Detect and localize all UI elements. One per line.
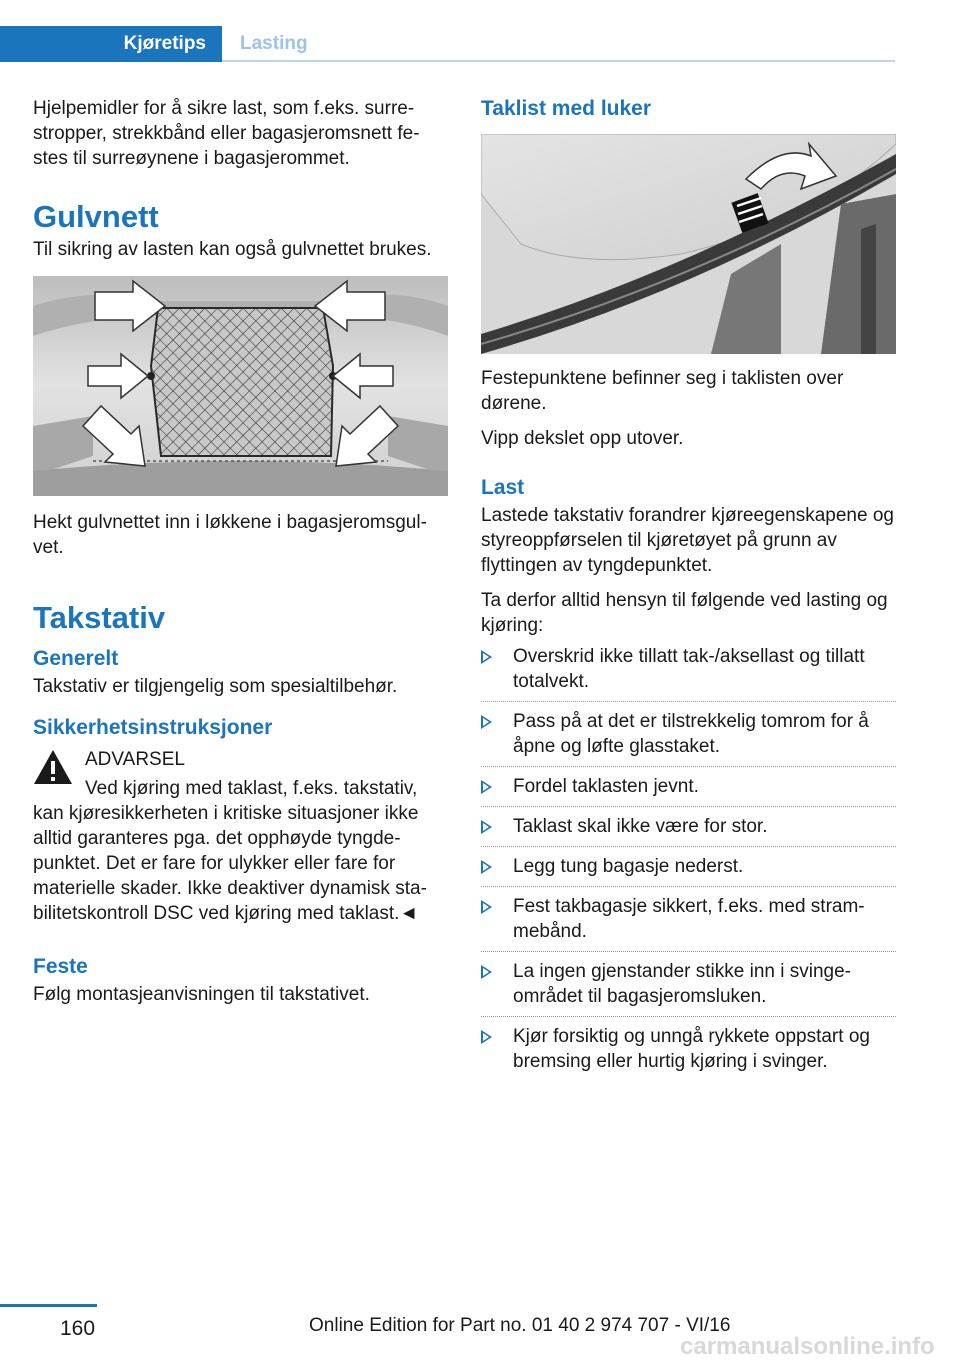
warning-text: Ved kjøring med taklast, f.eks. takstativ, kan kjøresikkerheten i kritiske situasjoner ikke alltid garanteres pga. det opphøyde tyngdepunktet. Det er fare for ulykker eller fare for materielle skader. Ikke deaktiver dynamisk stabilitetskontroll DSC ved kjøring med taklast.◄ [33,778,427,924]
last-text-1: Lastede takstativ forandrer kjøreegenskapene og styreoppførselen til kjøretøyet på grunn av flyttingen av tyngdepunktet. [481,505,894,576]
page-number: 160 [60,1317,96,1340]
list-item: Fest takbagasje sikkert, f.eks. med strammebånd. [481,894,896,952]
footer-rule [0,1304,97,1307]
list-item: Taklast skal ikke være for stor. [481,814,896,847]
gulvnett-text: Til sikring av lasten kan også gulvnettet brukes. [33,239,432,260]
bullet-arrow-icon [481,1030,492,1044]
list-item: La ingen gjenstander stikke inn i svingeområdet til bagasjeromsluken. [481,959,896,1017]
loading-rules-list [481,644,896,1081]
fig2-text-1: Festepunktene befinner seg i taklisten over dørene. [481,368,844,414]
tab-lasting[interactable]: Lasting [240,33,308,54]
bullet-arrow-icon [481,965,492,979]
right-column [481,96,896,1088]
bullet-arrow-icon [481,900,492,914]
generelt-text: Takstativ er tilgjengelig som spesialtilbehør. [33,676,398,697]
list-item: Legg tung bagasje nederst. [481,854,896,887]
list-item: Overskrid ikke tillatt tak-/aksellast og tillatt totalvekt. [481,644,896,702]
generelt-heading: Generelt [33,647,119,670]
fig2-text-2: Vipp dekslet opp utover. [481,428,684,449]
header-rule [222,60,895,62]
list-item: Fordel taklasten jevnt. [481,774,896,807]
bullet-arrow-icon [481,650,492,664]
edition-text: Online Edition for Part no. 01 40 2 974 707 - VI/16 [309,1315,731,1336]
floor-net-image [33,276,448,496]
bullet-arrow-icon [481,715,492,729]
watermark: carmanualsonline.info [680,1333,935,1360]
header-tabbar [0,26,895,62]
bullet-arrow-icon [481,780,492,794]
feste-text: Følg montasjeanvisningen til takstativet. [33,984,370,1005]
sikkerhet-heading: Sikkerhetsinstruksjoner [33,716,273,739]
list-item: Pass på at det er tilstrekkelig tomrom for å åpne og løfte glasstaket. [481,709,896,767]
warning-block [33,747,448,926]
tab-kjoretips[interactable]: Kjøretips [0,26,222,62]
floor-net-caption: Hekt gulvnettet inn i løkkene i bagasjeromsgulvet. [33,512,427,558]
bullet-arrow-icon [481,820,492,834]
takstativ-heading: Takstativ [33,600,166,635]
roof-rail-image [481,134,896,354]
list-item: Kjør forsiktig og unngå rykkete oppstart og bremsing eller hurtig kjøring i svinger. [481,1024,896,1081]
warning-label: ADVARSEL [85,749,185,770]
bullet-arrow-icon [481,860,492,874]
feste-heading: Feste [33,955,88,978]
left-column [33,96,448,1017]
warning-triangle-icon [33,749,73,785]
taklist-heading: Taklist med luker [481,97,652,120]
gulvnett-heading: Gulvnett [33,199,159,234]
intro-text: Hjelpemidler for å sikre last, som f.eks. surrestropper, strekkbånd eller bagasjeromsnett festes til surreøynene i bagasjerommet. [33,98,420,169]
last-text-2: Ta derfor alltid hensyn til følgende ved lasting og kjøring: [481,590,888,636]
last-heading: Last [481,476,525,499]
